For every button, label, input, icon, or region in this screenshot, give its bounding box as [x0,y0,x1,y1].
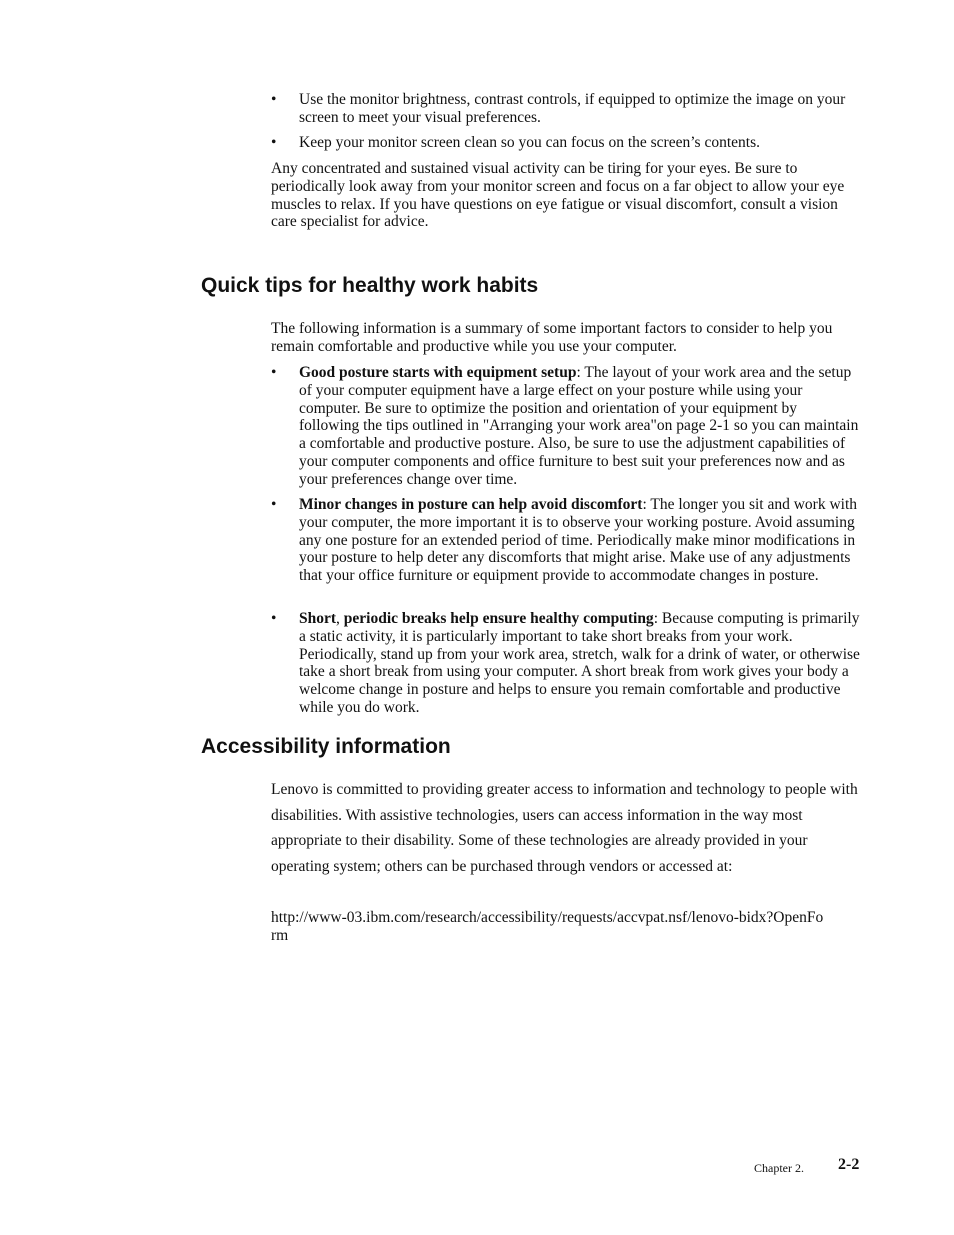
list-item-text [299,610,861,717]
quick-tips-intro: The following information is a summary of some important factors to consider to help you remain comfortable and productive while you use your computer. [271,320,833,355]
list-item-text [299,364,861,489]
section-heading-quick-tips: Quick tips for healthy work habits [201,274,539,297]
section-heading-accessibility: Accessibility information [201,735,451,758]
bullet-dot: • [271,91,277,108]
bullet-dot: • [271,610,277,627]
list-item-body: : The layout of your work area and the setup of your computer equipment have a large effect on your posture while using your computer. Be sure to optimize the position and orientation of your equipment by following the tips outlined in "Arranging your work area"on page 2-1 so you can maintain a comfortable and productive posture. Also, be sure to use the adjustment capabilities of your computer components and office furniture to best suit your preferences now and as your preferences change over time. [299,364,859,488]
bullet-dot: • [271,364,277,381]
list-item-body: : Because computing is primarily a static activity, it is particularly important to take short breaks from your work. Periodically, stand up from your work area, stretch, walk for a drink of water, or otherwise take a short break from using your computer. A short break from work gives your body a welcome change in posture and helps to ensure you remain comfortable and productive while you do work. [299,610,860,716]
bullet-dot: • [271,496,277,513]
accessibility-paragraph: Lenovo is committed to providing greater access to information and technology to people with disabilities. With assistive technologies, users can access information in the way most appropriate to their disability. Some of these technologies are already provided in your operating system; others can be purchased through vendors or accessed at: [271,781,858,875]
list-item-text [299,496,861,585]
list-item-bold-lead: Good posture starts with equipment setup [299,364,577,381]
list-item-text: Keep your monitor screen clean so you can focus on the screen’s contents. [299,134,760,151]
list-item-bold-lead: Short [299,610,337,627]
list-item-bold-lead: periodic breaks help ensure healthy computing [343,610,654,627]
accessibility-url: http://www-03.ibm.com/research/accessibility/requests/accvpat.nsf/lenovo-bidx?OpenForm [271,909,824,944]
list-item-bold-lead: Minor changes in posture can help avoid discomfort [299,496,643,513]
bullet-dot: • [271,134,277,151]
list-item-text: Use the monitor brightness, contrast controls, if equipped to optimize the image on your screen to meet your visual preferences. [299,91,846,126]
page-number: 2-2 [838,1156,860,1173]
intro-paragraph: Any concentrated and sustained visual activity can be tiring for your eyes. Be sure to periodically look away from your monitor screen and focus on a far object to allow your eye muscles to relax. If you have questions on eye fatigue or visual discomfort, consult a vision care specialist for advice. [271,160,845,231]
list-item-separator: , [336,610,344,627]
footer-chapter: Chapter 2. [754,1161,804,1175]
list-item-body: : The longer you sit and work with your computer, the more important it is to observe your working posture. Avoid assuming any one posture for an extended period of time. Periodically make minor modifications in your posture to help deter any discomforts that might arise. Make use of any adjustments that your office furniture or equipment provide to accommodate changes in posture. [299,496,858,585]
